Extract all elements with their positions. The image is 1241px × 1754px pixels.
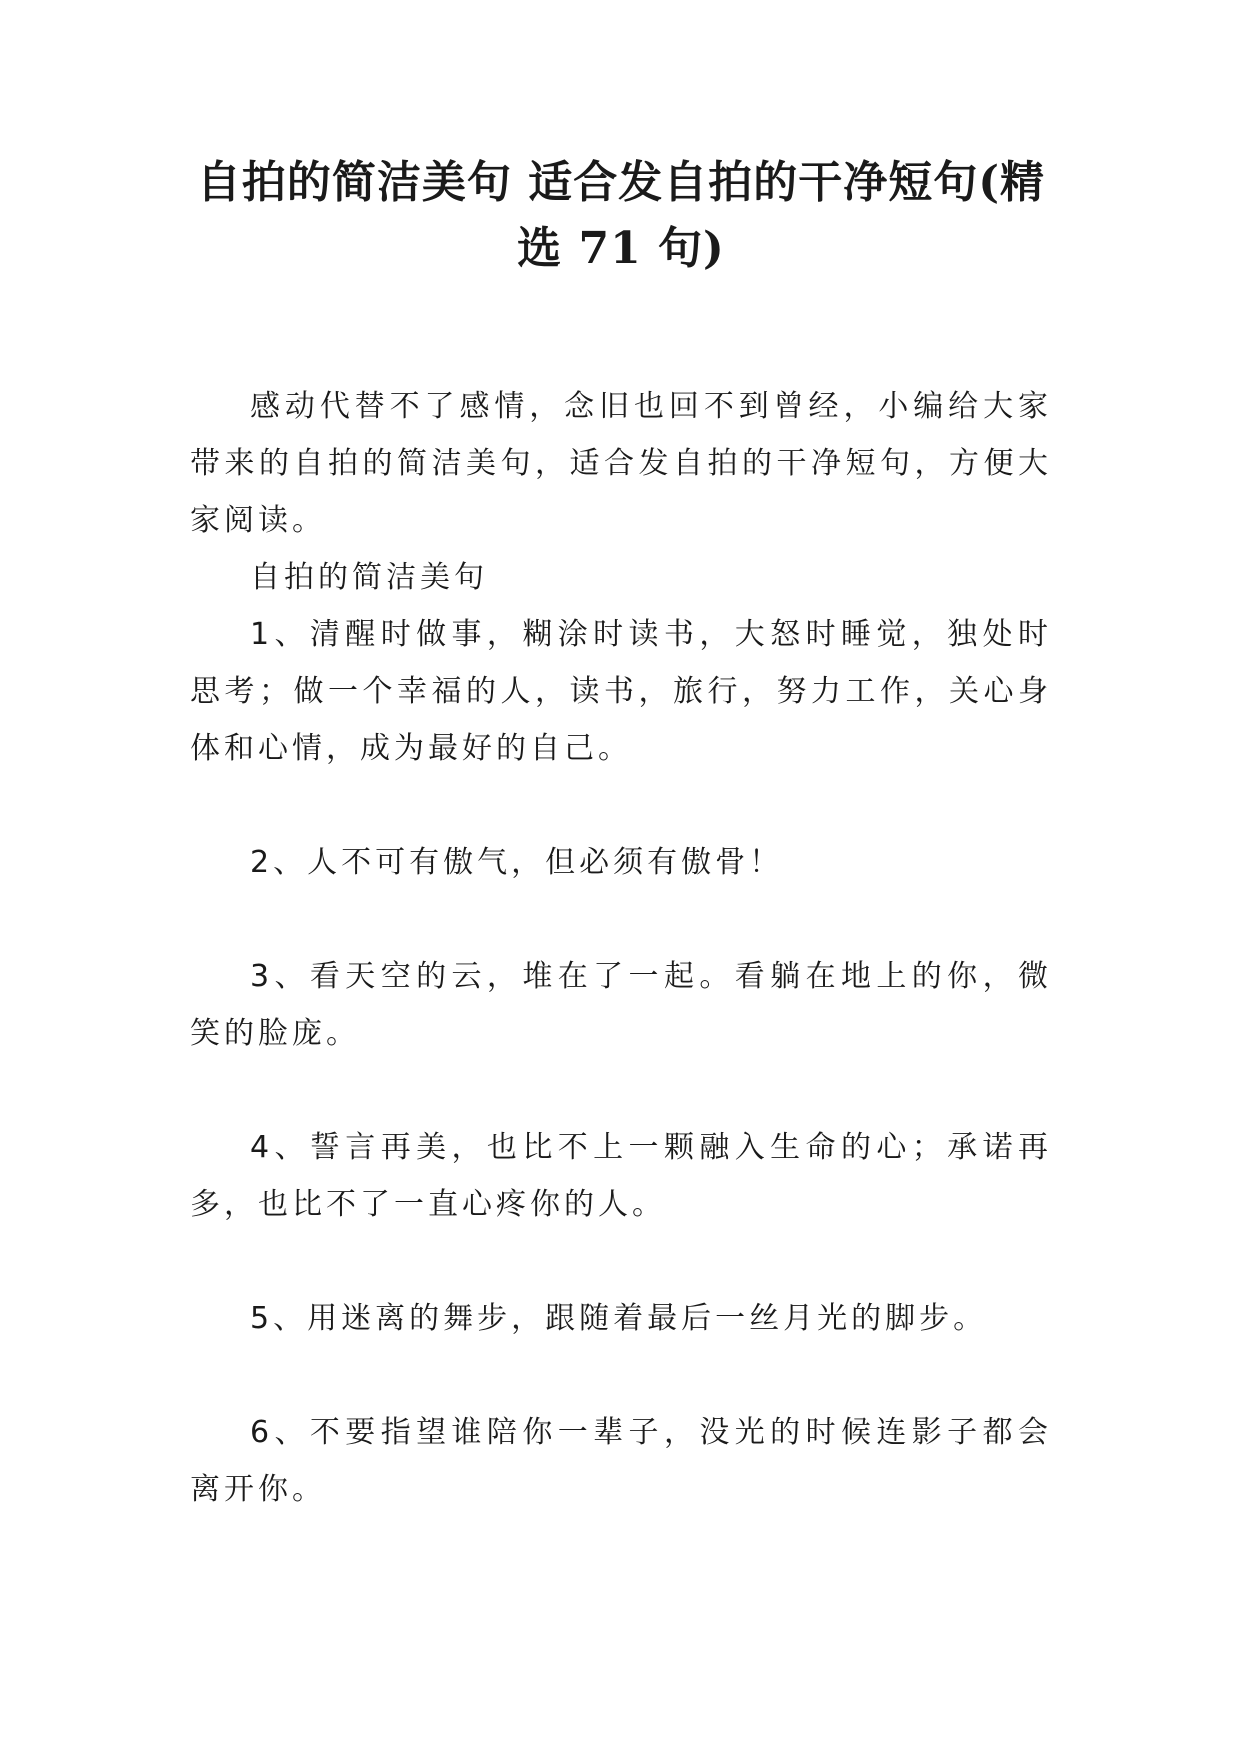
intro-paragraph: 感动代替不了感情，念旧也回不到曾经，小编给大家带来的自拍的简洁美句，适合发自拍的干净短句，方便大家阅读。	[190, 389, 1052, 538]
document-page	[190, 150, 1052, 1518]
document-title: 自拍的简洁美句 适合发自拍的干净短句(精选 71 句)	[196, 157, 1046, 274]
list-item: 1、清醒时做事，糊涂时读书，大怒时睡觉，独处时思考；做一个幸福的人，读书，旅行，努力工作，关心身体和心情，成为最好的自己。	[190, 617, 1052, 766]
list-item: 3、看天空的云，堆在了一起。看躺在地上的你，微笑的脸庞。	[190, 959, 1052, 1051]
list-item: 6、不要指望谁陪你一辈子，没光的时候连影子都会离开你。	[190, 1415, 1052, 1507]
list-item: 4、誓言再美，也比不上一颗融入生命的心；承诺再多，也比不了一直心疼你的人。	[190, 1130, 1052, 1222]
list-item: 5、用迷离的舞步，跟随着最后一丝月光的脚步。	[250, 1301, 988, 1336]
document-body	[190, 378, 1052, 1518]
section-heading: 自拍的简洁美句	[250, 560, 488, 595]
list-item: 2、人不可有傲气，但必须有傲骨！	[250, 845, 784, 880]
